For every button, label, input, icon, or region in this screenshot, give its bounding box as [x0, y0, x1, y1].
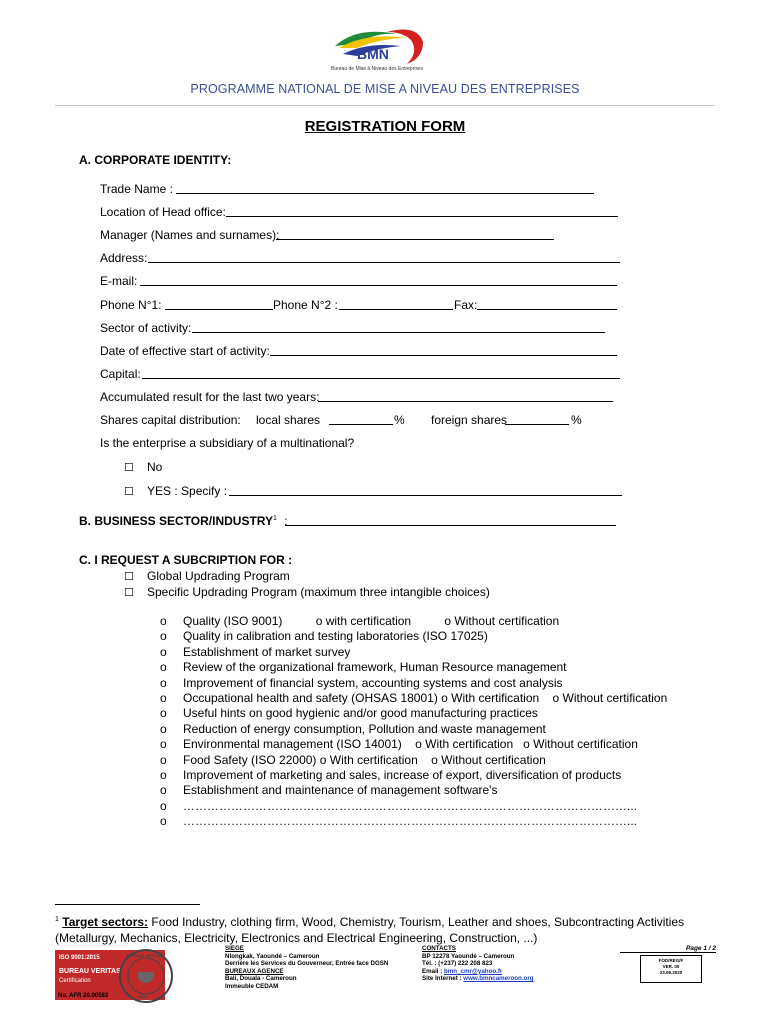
agence-title: BUREAUX AGENCE — [225, 967, 284, 975]
option-item: Review of the organizational framework, Human Resource management — [183, 660, 567, 675]
option-bullet[interactable]: o — [160, 660, 167, 675]
accumulated-input[interactable] — [318, 401, 613, 402]
ref-line3: 23.09.2020 — [659, 970, 683, 975]
footnote — [55, 912, 735, 946]
footnote-ref[interactable]: 1 — [273, 515, 277, 522]
sector-input[interactable] — [192, 332, 605, 333]
option-bullet[interactable]: o — [160, 798, 167, 813]
option-bullet[interactable]: o — [160, 752, 167, 767]
program-title: PROGRAMME NATIONAL DE MISE A NIVEAU DES ENTREPRISES — [190, 82, 580, 96]
local-shares-input[interactable] — [329, 424, 393, 425]
option-item: Improvement of financial system, accounting systems and cost analysis — [183, 675, 563, 690]
fax-label: Fax: — [454, 298, 478, 312]
foreign-shares-input[interactable] — [505, 424, 569, 425]
agence-line1: Bali, Douala - Cameroun — [225, 975, 297, 983]
footnote-label: Target sectors: — [62, 915, 149, 929]
bmn-logo — [327, 24, 427, 80]
logo-text: BMN — [357, 46, 389, 62]
foreign-percent: % — [571, 413, 582, 427]
phone2-input[interactable] — [339, 309, 453, 310]
subsidiary-question: Is the enterprise a subsidiary of a multinational? — [100, 436, 355, 450]
option-bullet[interactable]: o — [160, 675, 167, 690]
yes-specify-label: YES : Specify : — [147, 484, 228, 498]
local-shares-label: local shares — [256, 413, 321, 427]
option-item: Environmental management (ISO 14001) o With certification o Without certification — [183, 737, 638, 752]
form-title: REGISTRATION FORM — [304, 118, 466, 135]
footer-contacts — [422, 945, 534, 983]
page-number: Page 1 / 2 — [620, 945, 716, 953]
bv-iso: ISO 9001:2015 — [59, 955, 100, 961]
bv-name: BUREAU VERITAS — [59, 968, 121, 975]
option-item: …………………………………………………………………………………………………... — [183, 798, 638, 813]
email-input[interactable] — [140, 285, 617, 286]
option-bullet[interactable]: o — [160, 737, 167, 752]
global-program-label: Global Updrading Program — [147, 569, 290, 583]
date-start-input[interactable] — [270, 355, 617, 356]
logo-subtext: Bureau de Mise à Niveau des Entreprises — [331, 66, 424, 72]
section-b-title: B. BUSINESS SECTOR/INDUSTRY — [79, 514, 274, 528]
section-c-heading: C. I REQUEST A SUBCRIPTION FOR : — [79, 553, 293, 567]
agence-line2: Immeuble CEDAM — [225, 982, 279, 990]
bv-cert: Certification — [59, 978, 91, 984]
manager-input[interactable] — [276, 239, 554, 240]
foreign-shares-label: foreign shares — [431, 413, 508, 427]
option-bullet[interactable]: o — [160, 614, 167, 628]
date-start-label: Date of effective start of activity: — [100, 344, 270, 358]
bureau-veritas-seal — [118, 948, 174, 1004]
footnote-text: Food Industry, clothing firm, Wood, Chemistry, Tourism, Leather and shoes, Subcontracting Activities — [148, 915, 685, 929]
option-bullet[interactable]: o — [160, 768, 167, 782]
reference-box — [640, 955, 702, 983]
option-item: Establishment and maintenance of management software's — [183, 783, 498, 798]
no-checkbox[interactable]: ☐ — [124, 462, 134, 474]
option-bullet[interactable]: o — [160, 706, 167, 721]
option-bullet[interactable]: o — [160, 691, 167, 705]
shares-dist-label: Shares capital distribution: — [100, 413, 241, 427]
footnote-divider — [55, 904, 200, 905]
footnote-line2: (Metallurgy, Mechanics, Electricity, Electronics and Electrical Engineering, Construction, ...) — [55, 931, 538, 945]
phone1-input[interactable] — [165, 309, 273, 310]
siege-line2: Derrière les Services du Gouverneur, Entrée face DGSN — [225, 960, 389, 968]
option-bullet[interactable]: o — [160, 814, 167, 829]
fax-input[interactable] — [477, 309, 617, 310]
email-prefix: Email : — [422, 967, 445, 975]
trade-name-input[interactable] — [176, 193, 594, 194]
address-label: Address: — [100, 251, 148, 265]
section-b-heading — [79, 514, 288, 528]
accumulated-label: Accumulated result for the last two years: — [100, 390, 320, 404]
capital-label: Capital: — [100, 367, 141, 381]
option-item: Quality (ISO 9001) o with certification o Without certification — [183, 614, 560, 628]
option-item: Food Safety (ISO 22000) o With certification o Without certification — [183, 752, 546, 767]
local-percent: % — [394, 413, 405, 427]
contacts-line1: BP 12278 Yaoundé – Cameroun — [422, 952, 515, 960]
option-item: Reduction of energy consumption, Pollution and waste management — [183, 721, 546, 736]
global-program-checkbox[interactable]: ☐ — [124, 571, 134, 583]
location-input[interactable] — [226, 216, 618, 217]
site-link[interactable]: www.bmncameroon.org — [463, 975, 534, 983]
no-label: No — [147, 460, 163, 474]
siege-line1: Nlongkak, Yaoundé – Cameroun — [225, 952, 320, 960]
header-divider — [55, 105, 715, 106]
option-bullet[interactable]: o — [160, 629, 167, 644]
ref-line1: FOD/REG/F — [658, 958, 684, 963]
seal-year: 1828 — [139, 994, 148, 999]
option-bullet[interactable]: o — [160, 644, 167, 659]
option-item: Occupational health and safety (OHSAS 18001) o With certification o Without certification — [183, 691, 668, 705]
address-input[interactable] — [148, 262, 620, 263]
yes-specify-input[interactable] — [229, 495, 622, 496]
option-item: Improvement of marketing and sales, increase of export, diversification of products — [183, 768, 622, 782]
option-item: Useful hints on good hygienic and/or good manufacturing practices — [183, 706, 538, 721]
sector-label: Sector of activity: — [100, 321, 192, 335]
footnote-number: 1 — [55, 916, 59, 923]
manager-label: Manager (Names and surnames): — [100, 228, 280, 242]
bv-number: No. AFR 20.00583 — [58, 993, 109, 999]
business-sector-input[interactable] — [285, 525, 616, 526]
phone1-label: Phone N°1: — [100, 298, 162, 312]
location-label: Location of Head office: — [100, 205, 226, 219]
contacts-line2: Tél. : (+237) 222 208 823 — [422, 960, 493, 968]
trade-name-label: Trade Name : — [100, 182, 173, 196]
section-a-heading: A. CORPORATE IDENTITY: — [79, 153, 232, 167]
option-bullet[interactable]: o — [160, 783, 167, 798]
section-b-colon: : — [284, 514, 288, 528]
email-link[interactable]: bmn_cmr@yahoo.fr — [444, 967, 503, 975]
ref-line2: VER. 00 — [662, 964, 680, 969]
siege-title: SIEGE — [225, 945, 244, 952]
seal-text: BUREAU VERITAS — [127, 953, 163, 958]
contacts-title: CONTACTS — [422, 945, 456, 952]
site-prefix: Site Internet : — [422, 975, 464, 983]
phone2-label: Phone N°2 : — [273, 298, 338, 312]
specific-program-checkbox[interactable]: ☐ — [124, 587, 134, 599]
option-item: …………………………………………………………………………………………………... — [183, 814, 638, 829]
email-label: E-mail: — [100, 274, 138, 288]
footer-siege — [225, 945, 388, 991]
option-item: Quality in calibration and testing laboratories (ISO 17025) — [183, 629, 488, 644]
specific-program-label: Specific Updrading Program (maximum three intangible choices) — [147, 585, 490, 599]
option-bullet[interactable]: o — [160, 721, 167, 736]
capital-input[interactable] — [142, 378, 620, 379]
option-item: Establishment of market survey — [183, 644, 351, 659]
yes-checkbox[interactable]: ☐ — [124, 486, 134, 498]
